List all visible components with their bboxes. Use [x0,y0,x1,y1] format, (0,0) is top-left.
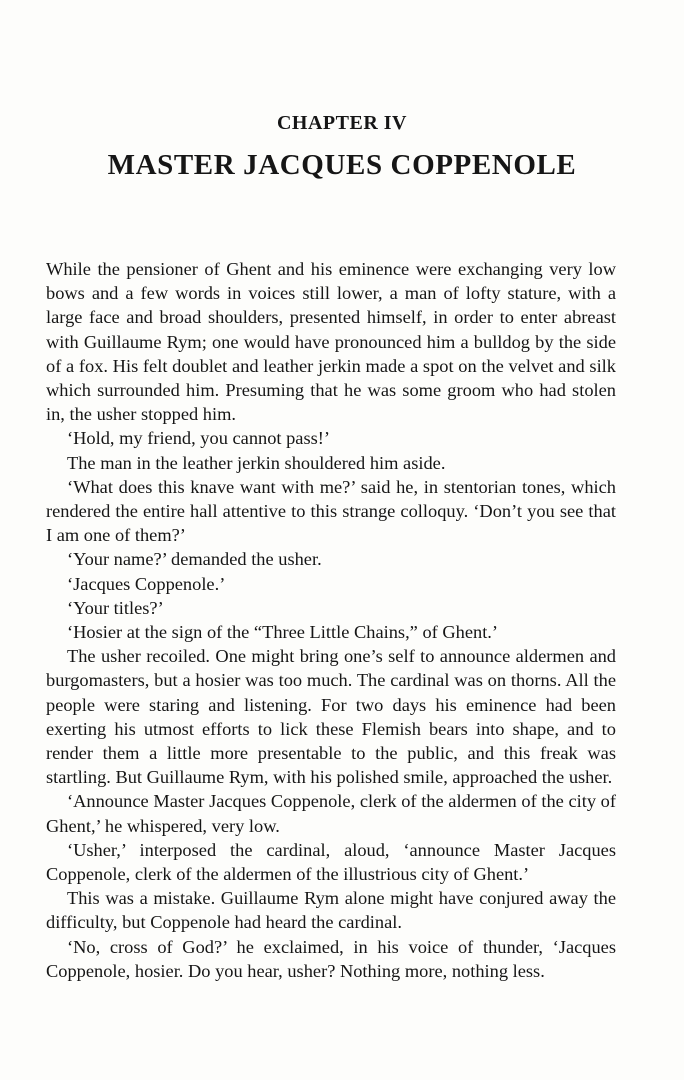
paragraph: ‘What does this knave want with me?’ said he, in stentorian tones, which rendered the entire hall attentive to this strange colloquy. ‘Don’t you see that I am one of them?’ [46,476,616,546]
paragraph: ‘Your titles?’ [67,597,164,618]
paragraph: ‘Jacques Coppenole.’ [67,573,226,594]
chapter-number: CHAPTER IV [276,112,407,134]
paragraph: This was a mistake. Guillaume Rym alone might have conjured away the difficulty, but Coppenole had heard the cardinal. [46,888,616,933]
paragraph: The usher recoiled. One might bring one’s self to announce aldermen and burgomasters, but a hosier was too much. The cardinal was on thorns. All the people were staring and listening. For two days his eminence had been exerting his utmost efforts to lick these Flemish bears into shape, and to render them a little more presentable to the public, and this freak was startling. But Guillaume Rym, with his polished smile, approached the usher. [46,646,616,788]
paragraph: ‘Hosier at the sign of the “Three Little Chains,” of Ghent.’ [67,622,499,643]
paragraph: The man in the leather jerkin shouldered him aside. [67,452,446,473]
paragraph: ‘No, cross of God?’ he exclaimed, in his voice of thunder, ‘Jacques Coppenole, hosier. Do you hear, usher? Nothing more, nothing less. [46,936,616,981]
paragraph: While the pensioner of Ghent and his eminence were exchanging very low bows and a few words in voices still lower, a man of lofty stature, with a large face and broad shoulders, presented himself, in order to enter abreast with Guillaume Rym; one would have pronounced him a bulldog by the side of a fox. His felt doublet and leather jerkin made a spot on the velvet and silk which surrounded him. Presuming that he was some groom who had stolen in, the usher stopped him. [46,259,616,425]
paragraph: ‘Announce Master Jacques Coppenole, clerk of the aldermen of the city of Ghent,’ he whispered, very low. [46,791,616,836]
chapter-title: MASTER JACQUES COPPENOLE [107,149,577,181]
paragraph: ‘Your name?’ demanded the usher. [67,549,322,570]
paragraph: ‘Usher,’ interposed the cardinal, aloud, ‘announce Master Jacques Coppenole, clerk of the aldermen of the illustrious city of Ghent.’ [46,839,616,885]
paragraph: ‘Hold, my friend, you cannot pass!’ [67,428,331,449]
chapter-body [46,257,616,983]
